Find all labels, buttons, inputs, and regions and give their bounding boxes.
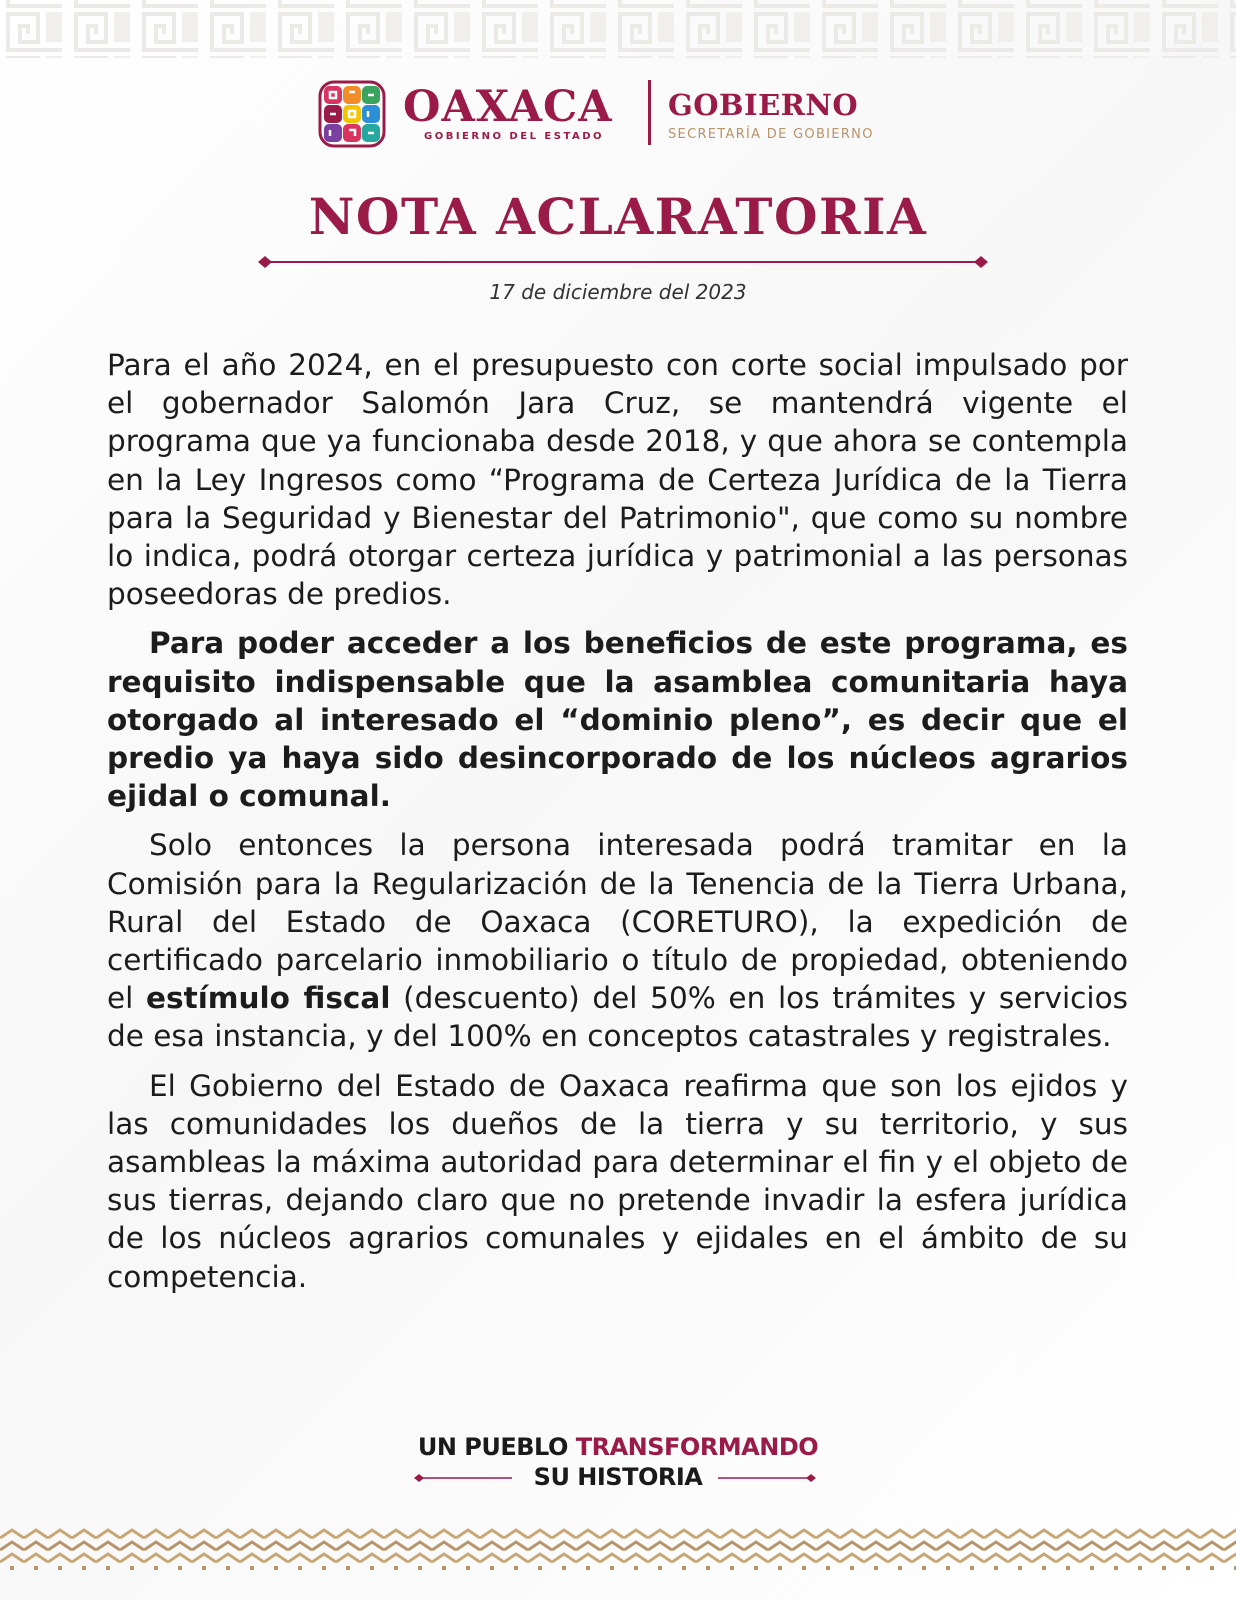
footer-slogan xyxy=(0,1435,1236,1495)
document-title: NOTA ACLARATORIA xyxy=(308,187,928,246)
slogan-part-1: UN PUEBLO xyxy=(417,1433,576,1461)
slogan-line-1 xyxy=(0,1435,1236,1459)
paragraph-3-emphasis: estímulo fiscal xyxy=(146,981,391,1016)
slogan-line-2: SU HISTORIA xyxy=(533,1463,703,1491)
paragraph-1: Para el año 2024, en el presupuesto con corte social impulsado por el gobernador Salomón Jara Cruz, se mantendrá vigente el programa que ya funcionaba desde 2018, y que ahora se contempla en la Ley Ingresos como “Programa de Certeza Jurídica de la Tierra para la Seguridad y Bienestar del Patrimonio", que como su nombre lo indica, podrá otorgar certeza jurídica y patrimonial a las personas poseedoras de predios. xyxy=(107,348,1128,612)
paragraph-4: El Gobierno del Estado de Oaxaca reafirma que son los ejidos y las comunidades los dueños de la tierra y su territorio, y sus asambleas la máxima autoridad para determinar el fin y el objeto de sus tierras, dejando claro que no pretende invadir la esfera jurídica de los núcleos agrarios comunales y ejidales en el ámbito de su competencia. xyxy=(107,1068,1128,1294)
slogan-part-2: TRANSFORMANDO xyxy=(575,1433,819,1461)
paragraph-2: Para poder acceder a los beneficios de este programa, es requisito indispensable que la asamblea comunitaria haya otorgado al interesado el “dominio pleno”, es decir que el predio ya haya sido desincorporado de los núcleos agrarios ejidal o comunal. xyxy=(107,626,1128,814)
oaxaca-emblem-icon xyxy=(318,80,386,148)
header xyxy=(0,72,1236,162)
header-divider xyxy=(648,80,651,145)
brand-subtitle: GOBIERNO DEL ESTADO xyxy=(424,131,605,142)
department-subtitle: SECRETARÍA DE GOBIERNO xyxy=(668,127,874,142)
document-body xyxy=(107,346,1128,1307)
top-greca-pattern xyxy=(0,0,1236,58)
slogan-rule-left xyxy=(414,1473,514,1483)
title-underline xyxy=(256,254,990,270)
brand-name: OAXACA xyxy=(403,82,613,132)
paragraph-3 xyxy=(107,826,1128,1055)
department-name: GOBIERNO xyxy=(668,88,859,122)
bottom-zigzag-pattern xyxy=(0,1528,1236,1572)
slogan-rule-right xyxy=(716,1473,816,1483)
paragraph-3-start: Solo entonces la persona interesada podrá tramitar en la Comisión para la Regularización de la Tenencia de la Tierra Urbana, Rural del Estado de Oaxaca (CORETURO), la expedición de certificado parcelario inmobiliario o título de propiedad, obteniendo el xyxy=(107,828,1128,1016)
paragraph-3-end: (descuento) del 50% en los trámites y servicios de esa instancia, y del 100% en conceptos catastrales y registrales. xyxy=(107,981,1128,1054)
document-date: 17 de diciembre del 2023 xyxy=(489,280,747,304)
